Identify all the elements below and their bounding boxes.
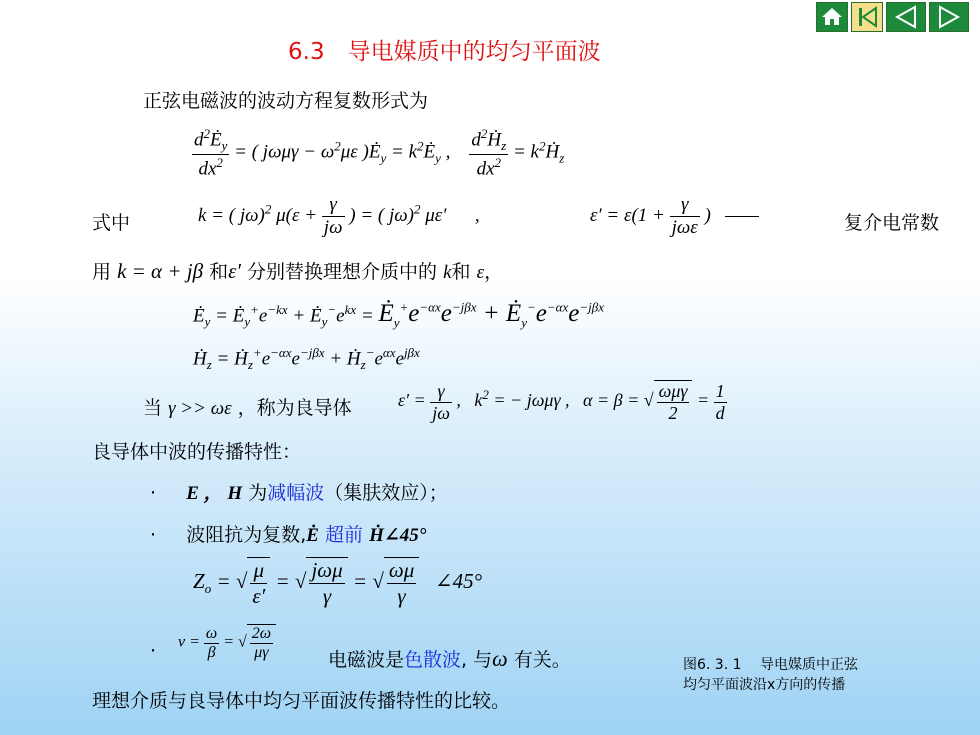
page-title: 6.3 导电媒质中的均匀平面波 — [288, 39, 601, 65]
attenuating-wave-term: 减幅波 — [267, 482, 325, 504]
b1-text: 为 — [248, 482, 268, 504]
bullet-dot: · — [150, 640, 157, 662]
first-slide-button[interactable] — [851, 2, 883, 32]
when-label: 当 — [143, 397, 163, 419]
and-label-1: 和 — [209, 261, 229, 283]
b2-text: 波阻抗为复数, — [186, 524, 307, 546]
next-icon — [930, 3, 968, 31]
complex-permittivity-label: 复介电常数 — [844, 212, 940, 234]
dispersion-text: 电磁波是色散波, 与ω 有关。 — [328, 646, 571, 671]
and-label-2: 和 — [451, 261, 471, 283]
figure-caption — [683, 655, 858, 695]
figure-caption-line-2: 均匀平面波沿x方向的传播 — [683, 677, 846, 693]
wave-equation: $\frac{d^2Ė_y}{dx^2}$ = ( $j\omega\mu\gamma - \omega^2\mu\varepsilon$ )$Ė_y$ = $k^2Ė_y$ , $\frac{d^2Ḣ_z}{dx^2}$ = $k^2Ḣ_z$ — [194, 126, 565, 180]
b3-mid: , 与 — [461, 649, 493, 671]
previous-icon — [887, 3, 925, 31]
h-field-solution: Ḣ$_z$ = $Ḣ_z^+e^{-\alpha x}e^{-j\beta x}$ + $Ḣ_z^-e^{\alpha x}e^{j\beta x}$ — [193, 345, 420, 373]
bullet-dot: · — [150, 482, 157, 504]
bullet-attenuating-wave: · E ， H 为减幅波（集肤效应）； — [150, 482, 448, 504]
first-slide-icon — [852, 3, 882, 31]
previous-button[interactable] — [886, 2, 926, 32]
leads-term: 超前 — [325, 524, 364, 546]
next-button[interactable] — [929, 2, 969, 32]
phase-velocity: v = $\frac{\omega}{\beta}$ = √ $\frac{2\omega}{\mu\gamma}$ — [178, 624, 276, 662]
where-label: 式中 — [92, 212, 131, 234]
replace-sentence: 用 k = α + jβ 和ε′ 分别替换理想介质中的 k和 ε， — [92, 259, 504, 283]
use-prefix: 用 — [92, 261, 112, 283]
good-conductor-condition: 当 γ >> ωε ，称为良导体 — [143, 397, 352, 419]
epsilon-prime-definition: ε′ = ε(1 + $\frac{\gamma}{\text{jωε}}$ ) —— — [590, 194, 759, 238]
use-mid: 分别替换理想介质中的 — [247, 261, 438, 283]
b3-text: 电磁波是 — [328, 649, 405, 671]
home-icon — [817, 3, 847, 31]
home-button[interactable] — [816, 2, 848, 32]
b1-tail: （集肤效应）； — [324, 482, 448, 504]
impedance-equation: $Z_o$ = √ $\frac{\mu}{\varepsilon'}$ = √ $\frac{\text{jωμ}}{\gamma}$ = √ $\frac{\omega\mu}{\gamma}$ ∠45° — [193, 558, 482, 608]
comparison-link[interactable]: 理想介质与良导体中均匀平面波传播特性的比较。 — [92, 690, 511, 712]
b3-tail: 有关。 — [513, 649, 571, 671]
when-suffix: ，称为良导体 — [237, 397, 352, 419]
bullet-dispersion — [150, 640, 156, 662]
figure-caption-line-1: 图6. 3. 1 导电媒质中正弦 — [683, 657, 858, 673]
comma: ， — [484, 261, 504, 283]
good-conductor-heading: 良导体中波的传播特性： — [92, 441, 302, 463]
k-definition: k = ( jω)$^2$ μ(ε + $\frac{\gamma}{j\omega}$ ) = ( jω)$^2$ με′ , — [198, 194, 480, 238]
bullet-dot: · — [150, 524, 157, 546]
dispersive-wave-term: 色散波 — [404, 649, 462, 671]
intro-text: 正弦电磁波的波动方程复数形式为 — [143, 90, 429, 112]
e-field-solution: $Ė_y$ = $Ė_y^+e^{-kx}$ + $Ė_y^-e^{kx}$ = $Ė_y^+e^{-\alpha x}e^{-j\beta x}$ + $Ė_y^-e^{-\alpha x}e^{-j\beta x}$ — [193, 300, 604, 331]
good-conductor-formulas: ε′ = $\frac{\gamma}{j\omega}$ , $k^2$ = − jωμγ , α = β = √ $\frac{\text{ωμγ}}{2}$ = $\frac{1}{d}$ — [398, 380, 725, 423]
bullet-impedance: · 波阻抗为复数,Ė 超前 Ḣ∠45° — [150, 524, 427, 546]
